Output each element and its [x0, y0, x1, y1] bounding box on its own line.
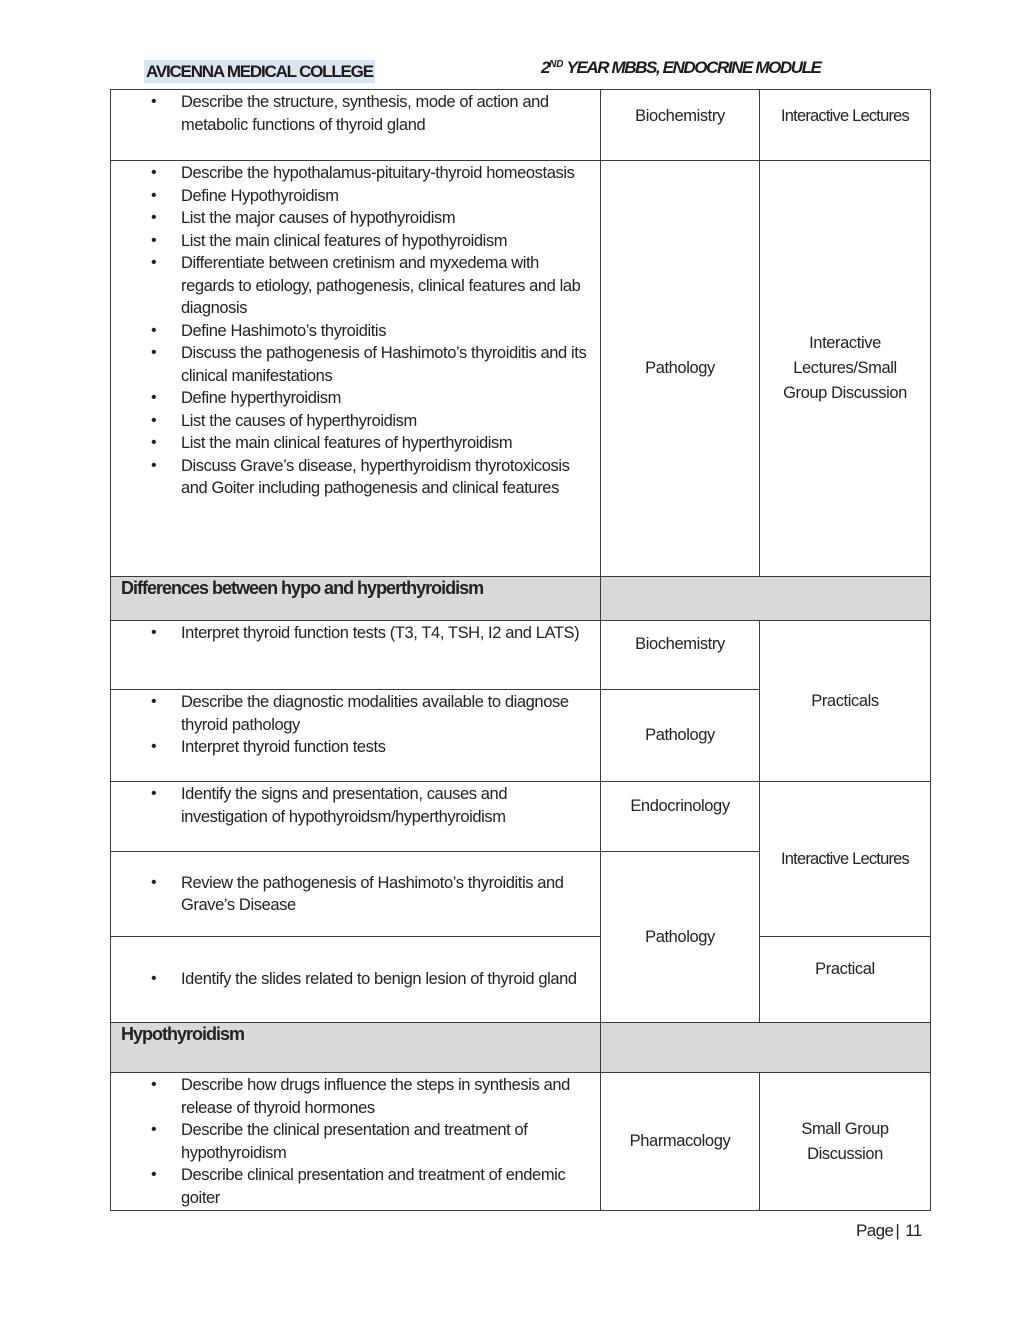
section-filler	[601, 577, 931, 621]
objective-item: • List the main clinical features of hyperthyroidism	[181, 432, 592, 455]
objective-item: • Interpret thyroid function tests	[181, 736, 592, 759]
objective-item: • Discuss the pathogenesis of Hashimoto’s thyroiditis and its clinical manifestations	[181, 342, 592, 387]
objective-list	[111, 1074, 592, 1209]
objective-item: • Interpret thyroid function tests (T3, T4, TSH, I2 and LATS)	[181, 622, 592, 645]
objective-item: • List the main clinical features of hypothyroidism	[181, 230, 592, 253]
objective-item: • Describe the clinical presentation and treatment of hypothyroidism	[181, 1119, 592, 1164]
table-row	[111, 937, 931, 1023]
objective-item: • Define hyperthyroidism	[181, 387, 592, 410]
page-label: Page	[856, 1221, 894, 1240]
subject-cell: Pathology	[601, 852, 760, 1023]
objectives-cell	[111, 621, 601, 690]
section-row	[111, 1023, 931, 1073]
module-name: YEAR MBBS, ENDOCRINE MODULE	[563, 58, 821, 77]
table-row	[111, 90, 931, 161]
objective-list	[111, 622, 592, 645]
method-cell: Interactive Lectures	[760, 782, 931, 937]
objectives-cell	[111, 1073, 601, 1211]
method-cell: Practical	[760, 937, 931, 1023]
objectives-cell	[111, 937, 601, 1023]
subject-cell: Pathology	[601, 161, 760, 577]
objective-item: • Define Hypothyroidism	[181, 185, 592, 208]
objective-item: • List the causes of hyperthyroidism	[181, 410, 592, 433]
objectives-cell	[111, 161, 601, 577]
objectives-cell	[111, 90, 601, 161]
table-row	[111, 621, 931, 690]
module-title	[541, 58, 821, 78]
objective-list	[111, 872, 592, 917]
objective-item: • Describe the diagnostic modalities available to diagnose thyroid pathology	[181, 691, 592, 736]
objective-item: • List the major causes of hypothyroidism	[181, 207, 592, 230]
objective-item: • Review the pathogenesis of Hashimoto’s thyroiditis and Grave’s Disease	[181, 872, 592, 917]
objective-list	[111, 783, 592, 828]
table-row	[111, 161, 931, 577]
objective-list	[111, 968, 592, 991]
subject-cell: Pathology	[601, 690, 760, 782]
subject-cell: Biochemistry	[601, 90, 760, 161]
objective-item: • Describe the hypothalamus-pituitary-thyroid homeostasis	[181, 162, 592, 185]
college-name: AVICENNA MEDICAL COLLEGE	[146, 62, 373, 81]
page-number	[856, 1221, 922, 1241]
page-separator: |	[895, 1221, 900, 1240]
objective-item: • Differentiate between cretinism and myxedema with regards to etiology, pathogenesis, clinical features and lab diagnosis	[181, 252, 592, 320]
objective-list	[111, 691, 592, 759]
objective-item: • Describe how drugs influence the steps in synthesis and release of thyroid hormones	[181, 1074, 592, 1119]
subject-cell: Pharmacology	[601, 1073, 760, 1211]
objective-item: • Describe the structure, synthesis, mode of action and metabolic functions of thyroid gland	[181, 91, 592, 136]
objectives-cell	[111, 690, 601, 782]
objectives-cell	[111, 852, 601, 937]
section-row	[111, 577, 931, 621]
objective-item: • Describe clinical presentation and treatment of endemic goiter	[181, 1164, 592, 1209]
method-cell: Practicals	[760, 621, 931, 782]
objectives-cell	[111, 782, 601, 852]
objective-item: • Define Hashimoto’s thyroiditis	[181, 320, 592, 343]
year-ordinal: 2	[541, 58, 550, 77]
year-superscript: ND	[549, 59, 564, 70]
page-number-value: 11	[905, 1221, 922, 1240]
subject-cell: Endocrinology	[601, 782, 760, 852]
section-heading: Hypothyroidism	[111, 1023, 601, 1073]
method-cell: Interactive Lectures	[760, 90, 931, 161]
objective-list	[111, 91, 592, 136]
objective-item: • Discuss Grave’s disease, hyperthyroidism thyrotoxicosis and Goiter including pathogenesis and clinical features	[181, 455, 592, 500]
table-row	[111, 1073, 931, 1211]
section-heading: Differences between hypo and hyperthyroidism	[111, 577, 601, 621]
objective-item: • Identify the signs and presentation, causes and investigation of hypothyroidsm/hyperthyroidism	[181, 783, 592, 828]
learning-objectives-table	[110, 89, 931, 1211]
objective-item: • Identify the slides related to benign lesion of thyroid gland	[181, 968, 592, 991]
objective-list	[111, 162, 592, 500]
table-row	[111, 782, 931, 852]
section-filler	[601, 1023, 931, 1073]
method-cell: Interactive Lectures/Small Group Discussion	[760, 161, 931, 577]
subject-cell: Biochemistry	[601, 621, 760, 690]
method-cell: Small Group Discussion	[760, 1073, 931, 1211]
